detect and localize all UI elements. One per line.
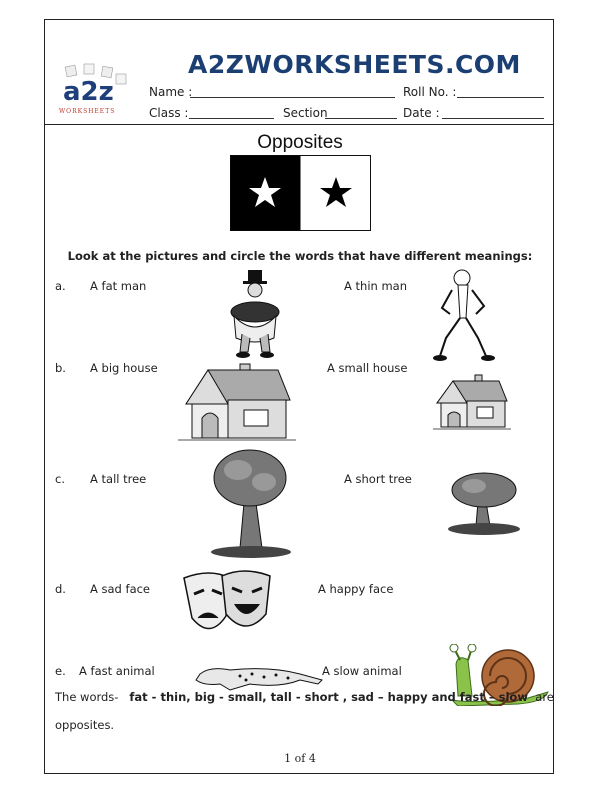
instruction: Look at the pictures and circle the words that have different meanings: [67, 249, 533, 263]
black-white-stars-icon [230, 155, 371, 231]
item-right-word[interactable]: A thin man [344, 279, 407, 293]
summary-line [55, 690, 554, 704]
summary-suffix: are [535, 690, 554, 704]
name-label: Name : [149, 85, 193, 99]
fat-man-icon [222, 268, 292, 360]
item-right-word[interactable]: A small house [327, 361, 408, 375]
item-right-word[interactable]: A slow animal [322, 664, 402, 678]
summary-pairs: fat - thin, big - small, tall - short , sad – happy and fast – slow [129, 690, 528, 704]
big-house-icon [178, 360, 296, 444]
cheetah-icon [190, 660, 330, 694]
page-number: 1 of 4 [284, 752, 316, 765]
page-title: Opposites [257, 132, 343, 153]
date-label: Date : [403, 106, 440, 120]
roll-label: Roll No. : [403, 85, 457, 99]
item-letter: b. [55, 361, 66, 375]
header-divider [45, 124, 553, 125]
class-field[interactable] [189, 118, 274, 119]
class-label: Class : [149, 106, 189, 120]
item-left-word[interactable]: A big house [90, 361, 158, 375]
summary-prefix: The words- [55, 690, 119, 704]
thin-man-icon [432, 268, 498, 362]
item-left-word[interactable]: A fat man [90, 279, 147, 293]
name-field[interactable] [190, 97, 395, 98]
item-letter: a. [55, 279, 66, 293]
svg-text:WORKSHEETS: WORKSHEETS [59, 108, 116, 115]
item-left-word[interactable]: A tall tree [90, 472, 147, 486]
summary-line2: opposites. [55, 718, 115, 732]
item-right-word[interactable]: A short tree [344, 472, 412, 486]
roll-field[interactable] [457, 97, 544, 98]
item-letter: c. [55, 472, 65, 486]
short-tree-icon [446, 470, 522, 536]
item-right-word[interactable]: A happy face [318, 582, 394, 596]
item-left-word[interactable]: A fast animal [79, 664, 155, 678]
item-letter: d. [55, 582, 66, 596]
item-left-word[interactable]: A sad face [90, 582, 151, 596]
a2z-logo [56, 62, 136, 120]
theatre-masks-icon [180, 568, 274, 644]
section-label: Section [283, 106, 328, 120]
section-field[interactable] [325, 118, 397, 119]
small-house-icon [433, 373, 511, 433]
site-title: A2ZWORKSHEETS.COM [188, 50, 521, 79]
svg-text:a2z: a2z [63, 77, 114, 107]
tall-tree-icon [208, 448, 294, 560]
item-letter: e. [55, 664, 66, 678]
date-field[interactable] [442, 118, 544, 119]
